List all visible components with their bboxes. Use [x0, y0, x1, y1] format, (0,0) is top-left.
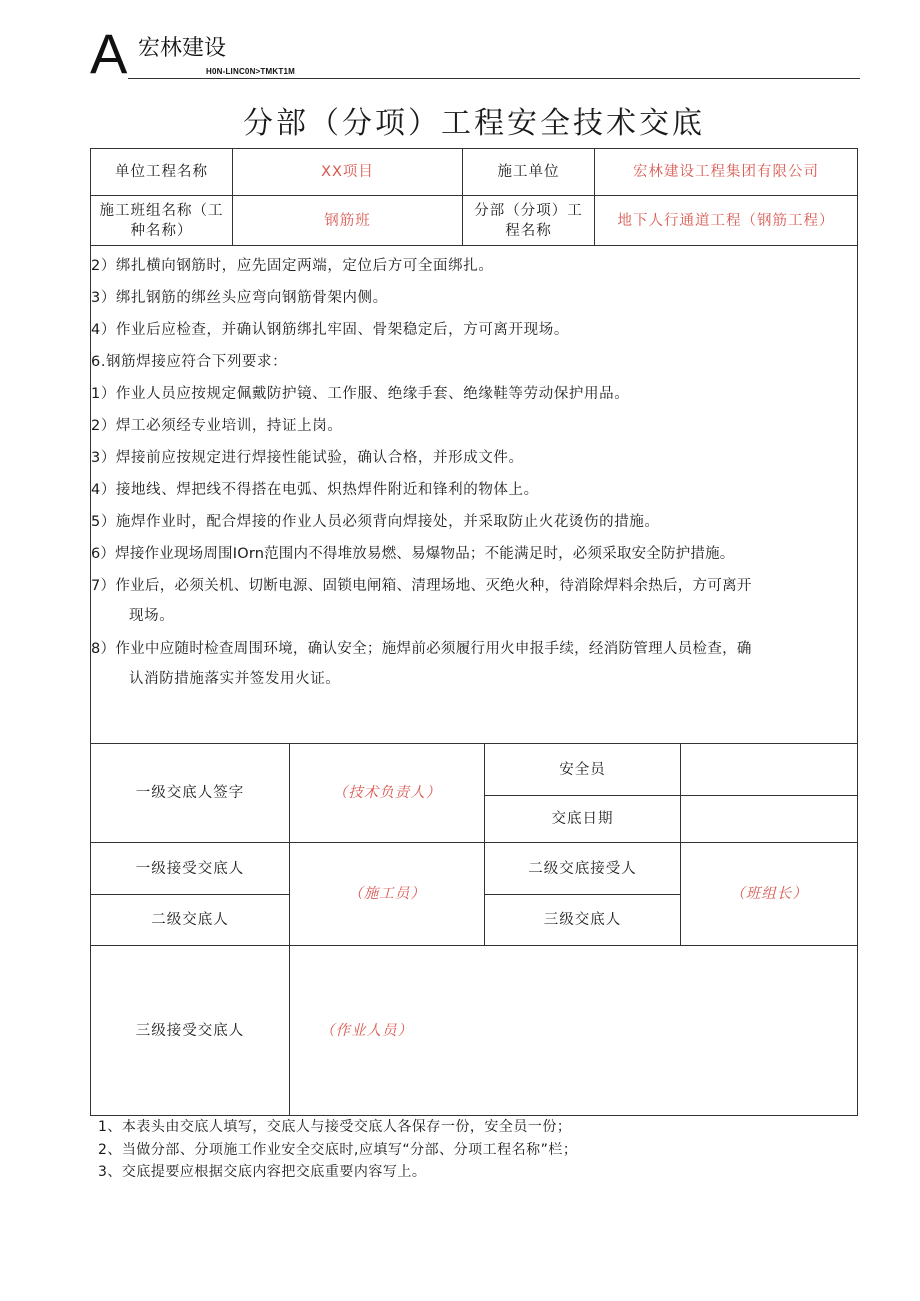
content-line: 3）焊接前应按规定进行焊接性能试验，确认合格，并形成文件。 [91, 450, 524, 466]
disclosure-content [90, 245, 858, 744]
company-logo-letter: A [90, 22, 128, 85]
disclosure-date-value[interactable] [680, 795, 858, 843]
level2-receiver-label: 二级交底接受人 [484, 842, 681, 895]
content-line: 认消防措施落实并签发用火证。 [129, 671, 341, 687]
construction-unit-label: 施工单位 [462, 148, 595, 196]
content-line: 2）焊工必须经专业培训，持证上岗。 [91, 418, 343, 434]
team-leader-value[interactable]: （班组长） [680, 842, 858, 946]
unit-project-label: 单位工程名称 [90, 148, 233, 196]
safety-officer-value[interactable] [680, 743, 858, 796]
content-line: 4）接地线、焊把线不得搭在电弧、炽热焊件附近和锋利的物体上。 [91, 482, 539, 498]
construction-unit-value[interactable]: 宏林建设工程集团有限公司 [594, 148, 858, 196]
level3-receiver-label: 三级接受交底人 [90, 945, 290, 1116]
content-line: 6）焊接作业现场周围IOrn范围内不得堆放易燃、易爆物品；不能满足时，必须采取安全防护措施。 [91, 546, 735, 562]
content-line: 2）绑扎横向钢筋时，应先固定两端，定位后方可全面绑扎。 [91, 258, 494, 274]
content-line: 5）施焊作业时，配合焊接的作业人员必须背向焊接处，并采取防止火花烫伤的措施。 [91, 514, 660, 530]
level2-giver-label: 二级交底人 [90, 894, 290, 946]
level1-signature-value[interactable]: （技术负责人） [289, 743, 485, 843]
construction-worker-value[interactable]: （施工员） [289, 842, 485, 946]
note-item: 3、交底提要应根据交底内容把交底重要内容写上。 [98, 1164, 427, 1180]
company-name: 宏林建设 [138, 36, 227, 61]
note-item: 1、本表头由交底人填写，交底人与接受交底人各保存一份，安全员一份； [98, 1119, 572, 1135]
content-line: 4）作业后应检查，并确认钢筋绑扎牢固、骨架稳定后，方可离开现场。 [91, 322, 569, 338]
unit-project-value[interactable]: XX项目 [232, 148, 463, 196]
worker-value[interactable]: （作业人员） [289, 945, 858, 1116]
subproject-name-value[interactable]: 地下人行通道工程（钢筋工程） [594, 195, 858, 246]
subproject-name-label: 分部（分项）工 程名称 [462, 195, 595, 246]
level1-receiver-label: 一级接受交底人 [90, 842, 290, 895]
content-line: 1）作业人员应按规定佩戴防护镜、工作服、绝缘手套、绝缘鞋等劳动保护用品。 [91, 386, 630, 402]
content-line: 3）绑扎钢筋的绑丝头应弯向钢筋骨架内侧。 [91, 290, 388, 306]
team-name-value[interactable]: 钢筋班 [232, 195, 463, 246]
content-line: 8）作业中应随时检查周围环境，确认安全；施焊前必须履行用火申报手续，经消防管理人员检查，确 [91, 641, 752, 657]
level1-signature-label: 一级交底人签字 [90, 743, 290, 843]
content-line: 6.钢筋焊接应符合下列要求： [91, 354, 288, 370]
content-line: 7）作业后，必须关机、切断电源、固锁电闸箱、清理场地、灭绝火种，待消除焊料余热后，方可离开 [91, 578, 752, 594]
document-title: 分部（分项）工程安全技术交底 [243, 106, 705, 141]
level3-giver-label: 三级交底人 [484, 894, 681, 946]
safety-officer-label: 安全员 [484, 743, 681, 796]
note-item: 2、当做分部、分项施工作业安全交底时,应填写“分部、分项工程名称”栏； [98, 1142, 578, 1158]
disclosure-date-label: 交底日期 [484, 795, 681, 843]
header-divider [128, 78, 860, 79]
content-line: 现场。 [129, 608, 175, 624]
company-name-english: H0N-LINC0N>TMKT1M [206, 67, 295, 76]
team-name-label: 施工班组名称（工 种名称） [90, 195, 233, 246]
